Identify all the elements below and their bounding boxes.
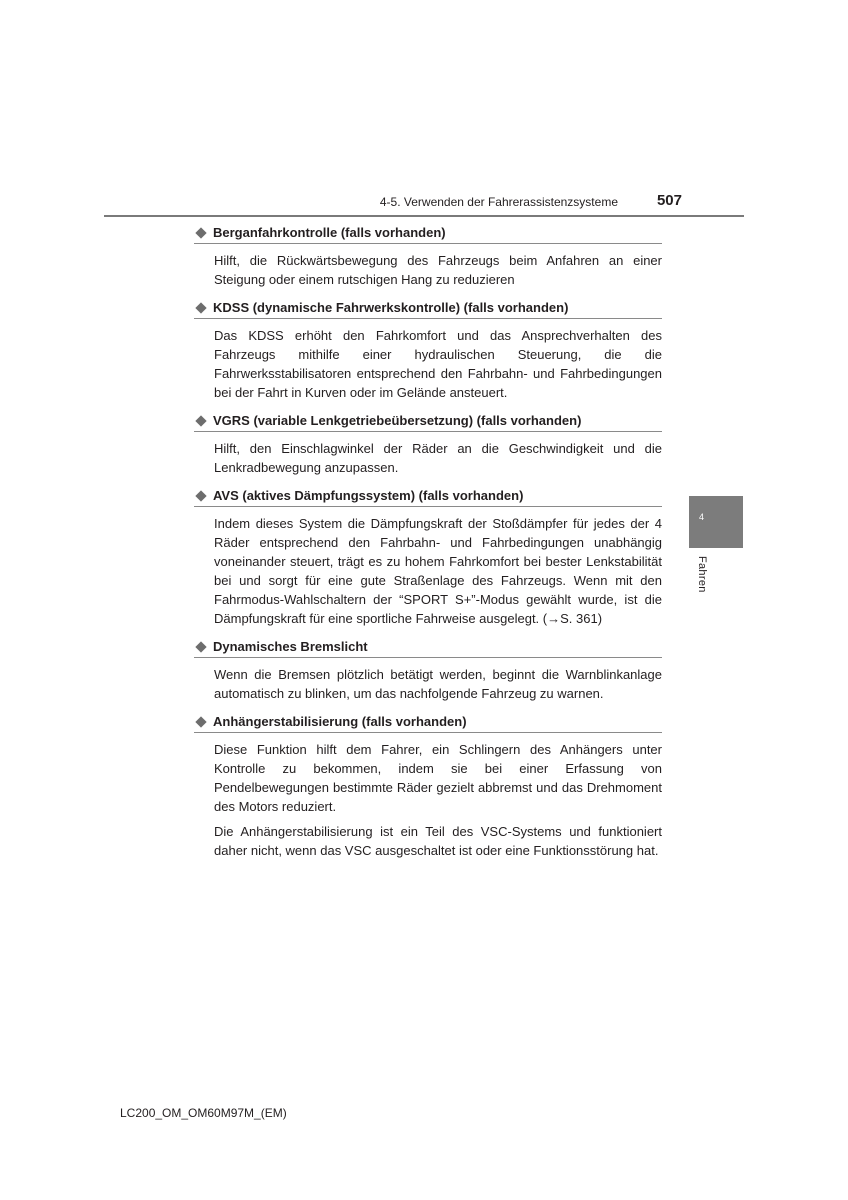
diamond-bullet-icon: [195, 641, 206, 652]
diamond-bullet-icon: [195, 302, 206, 313]
section-heading-text: KDSS (dynamische Fahrwerkskontrolle) (falls vorhanden): [213, 300, 569, 315]
section-heading-text: Anhängerstabilisierung (falls vorhanden): [213, 714, 467, 729]
section-paragraph: Die Anhängerstabilisierung ist ein Teil des VSC-Systems und funktioniert daher nicht, wenn das VSC ausgeschaltet ist oder eine Funktionsstörung hat.: [214, 824, 662, 858]
section-dynamisches-bremslicht: [194, 636, 662, 711]
section-heading-text: Dynamisches Bremslicht: [213, 639, 368, 654]
section-heading-text: VGRS (variable Lenkgetriebeübersetzung) (falls vorhanden): [213, 413, 582, 428]
section-paragraph: Indem dieses System die Dämpfungskraft der Stoßdämpfer für jedes der 4 Räder entsprechend den Fahrbahn- und Fahrbedingungen unabhängig voneinander steuert, trägt es zu hohem Fahrkomfort bei bester Lenkstabilität bei und sorgt für eine gute Straßenlage des Fahrzeugs. Wenn mit den Fahrmodus-Wahlschaltern der “SPORT S+”-Modus gewählt wurde, ist die Dämpfungskraft für eine sportliche Fahrweise ausgelegt. (→S. 361): [214, 516, 662, 626]
section-paragraph: Hilft, den Einschlagwinkel der Räder an die Geschwindigkeit und die Lenkradbewegung anzupassen.: [214, 441, 662, 475]
section-paragraph: Das KDSS erhöht den Fahrkomfort und das Ansprechverhalten des Fahrzeugs mithilfe einer hydraulischen Steuerung, die die Fahrwerksstabilisatoren entsprechend den Fahrbahn- und Fahrbedingungen bei der Fahrt in Kurven oder im Gelände ansteuert.: [214, 328, 662, 400]
section-heading-text: AVS (aktives Dämpfungssystem) (falls vorhanden): [213, 488, 524, 503]
diamond-bullet-icon: [195, 227, 206, 238]
page-number: 507: [656, 192, 682, 209]
chapter-title: 4-5. Verwenden der Fahrerassistenzsysteme: [379, 195, 618, 209]
section-heading: [194, 711, 662, 733]
section-heading: [194, 297, 662, 319]
section-body: [194, 319, 662, 410]
page-content: [194, 222, 662, 868]
section-kdss: [194, 297, 662, 410]
header-divider: [104, 215, 744, 217]
section-body: [194, 733, 662, 868]
chapter-tab-label: Fahren: [696, 556, 708, 593]
section-avs: [194, 485, 662, 636]
section-paragraph: Diese Funktion hilft dem Fahrer, ein Schlingern des Anhängers unter Kontrolle zu bekommen, indem sie bei einer Erfassung von Pendelbewegungen bestimmte Räder gezielt abbremst und das Drehmoment des Motors reduziert.: [214, 742, 662, 814]
section-body: [194, 658, 662, 711]
section-heading: [194, 485, 662, 507]
section-body: [194, 244, 662, 297]
section-heading-text: Berganfahrkontrolle (falls vorhanden): [213, 225, 446, 240]
section-paragraph: Hilft, die Rückwärtsbewegung des Fahrzeugs beim Anfahren an einer Steigung oder einem rutschigen Hang zu reduzieren: [214, 253, 662, 287]
footer-document-code: LC200_OM_OM60M97M_(EM): [120, 1106, 287, 1120]
diamond-bullet-icon: [195, 415, 206, 426]
diamond-bullet-icon: [195, 490, 206, 501]
diamond-bullet-icon: [195, 716, 206, 727]
chapter-tab: [689, 496, 743, 548]
chapter-tab-number: 4: [699, 512, 705, 522]
section-heading: [194, 222, 662, 244]
section-paragraph: Wenn die Bremsen plötzlich betätigt werden, beginnt die Warnblinkanlage automatisch zu blinken, um das nachfolgende Fahrzeug zu warnen.: [214, 667, 662, 701]
section-vgrs: [194, 410, 662, 485]
section-body: [194, 507, 662, 636]
section-anhaengerstabilisierung: [194, 711, 662, 868]
section-heading: [194, 636, 662, 658]
section-heading: [194, 410, 662, 432]
section-body: [194, 432, 662, 485]
section-berganfahrkontrolle: [194, 222, 662, 297]
